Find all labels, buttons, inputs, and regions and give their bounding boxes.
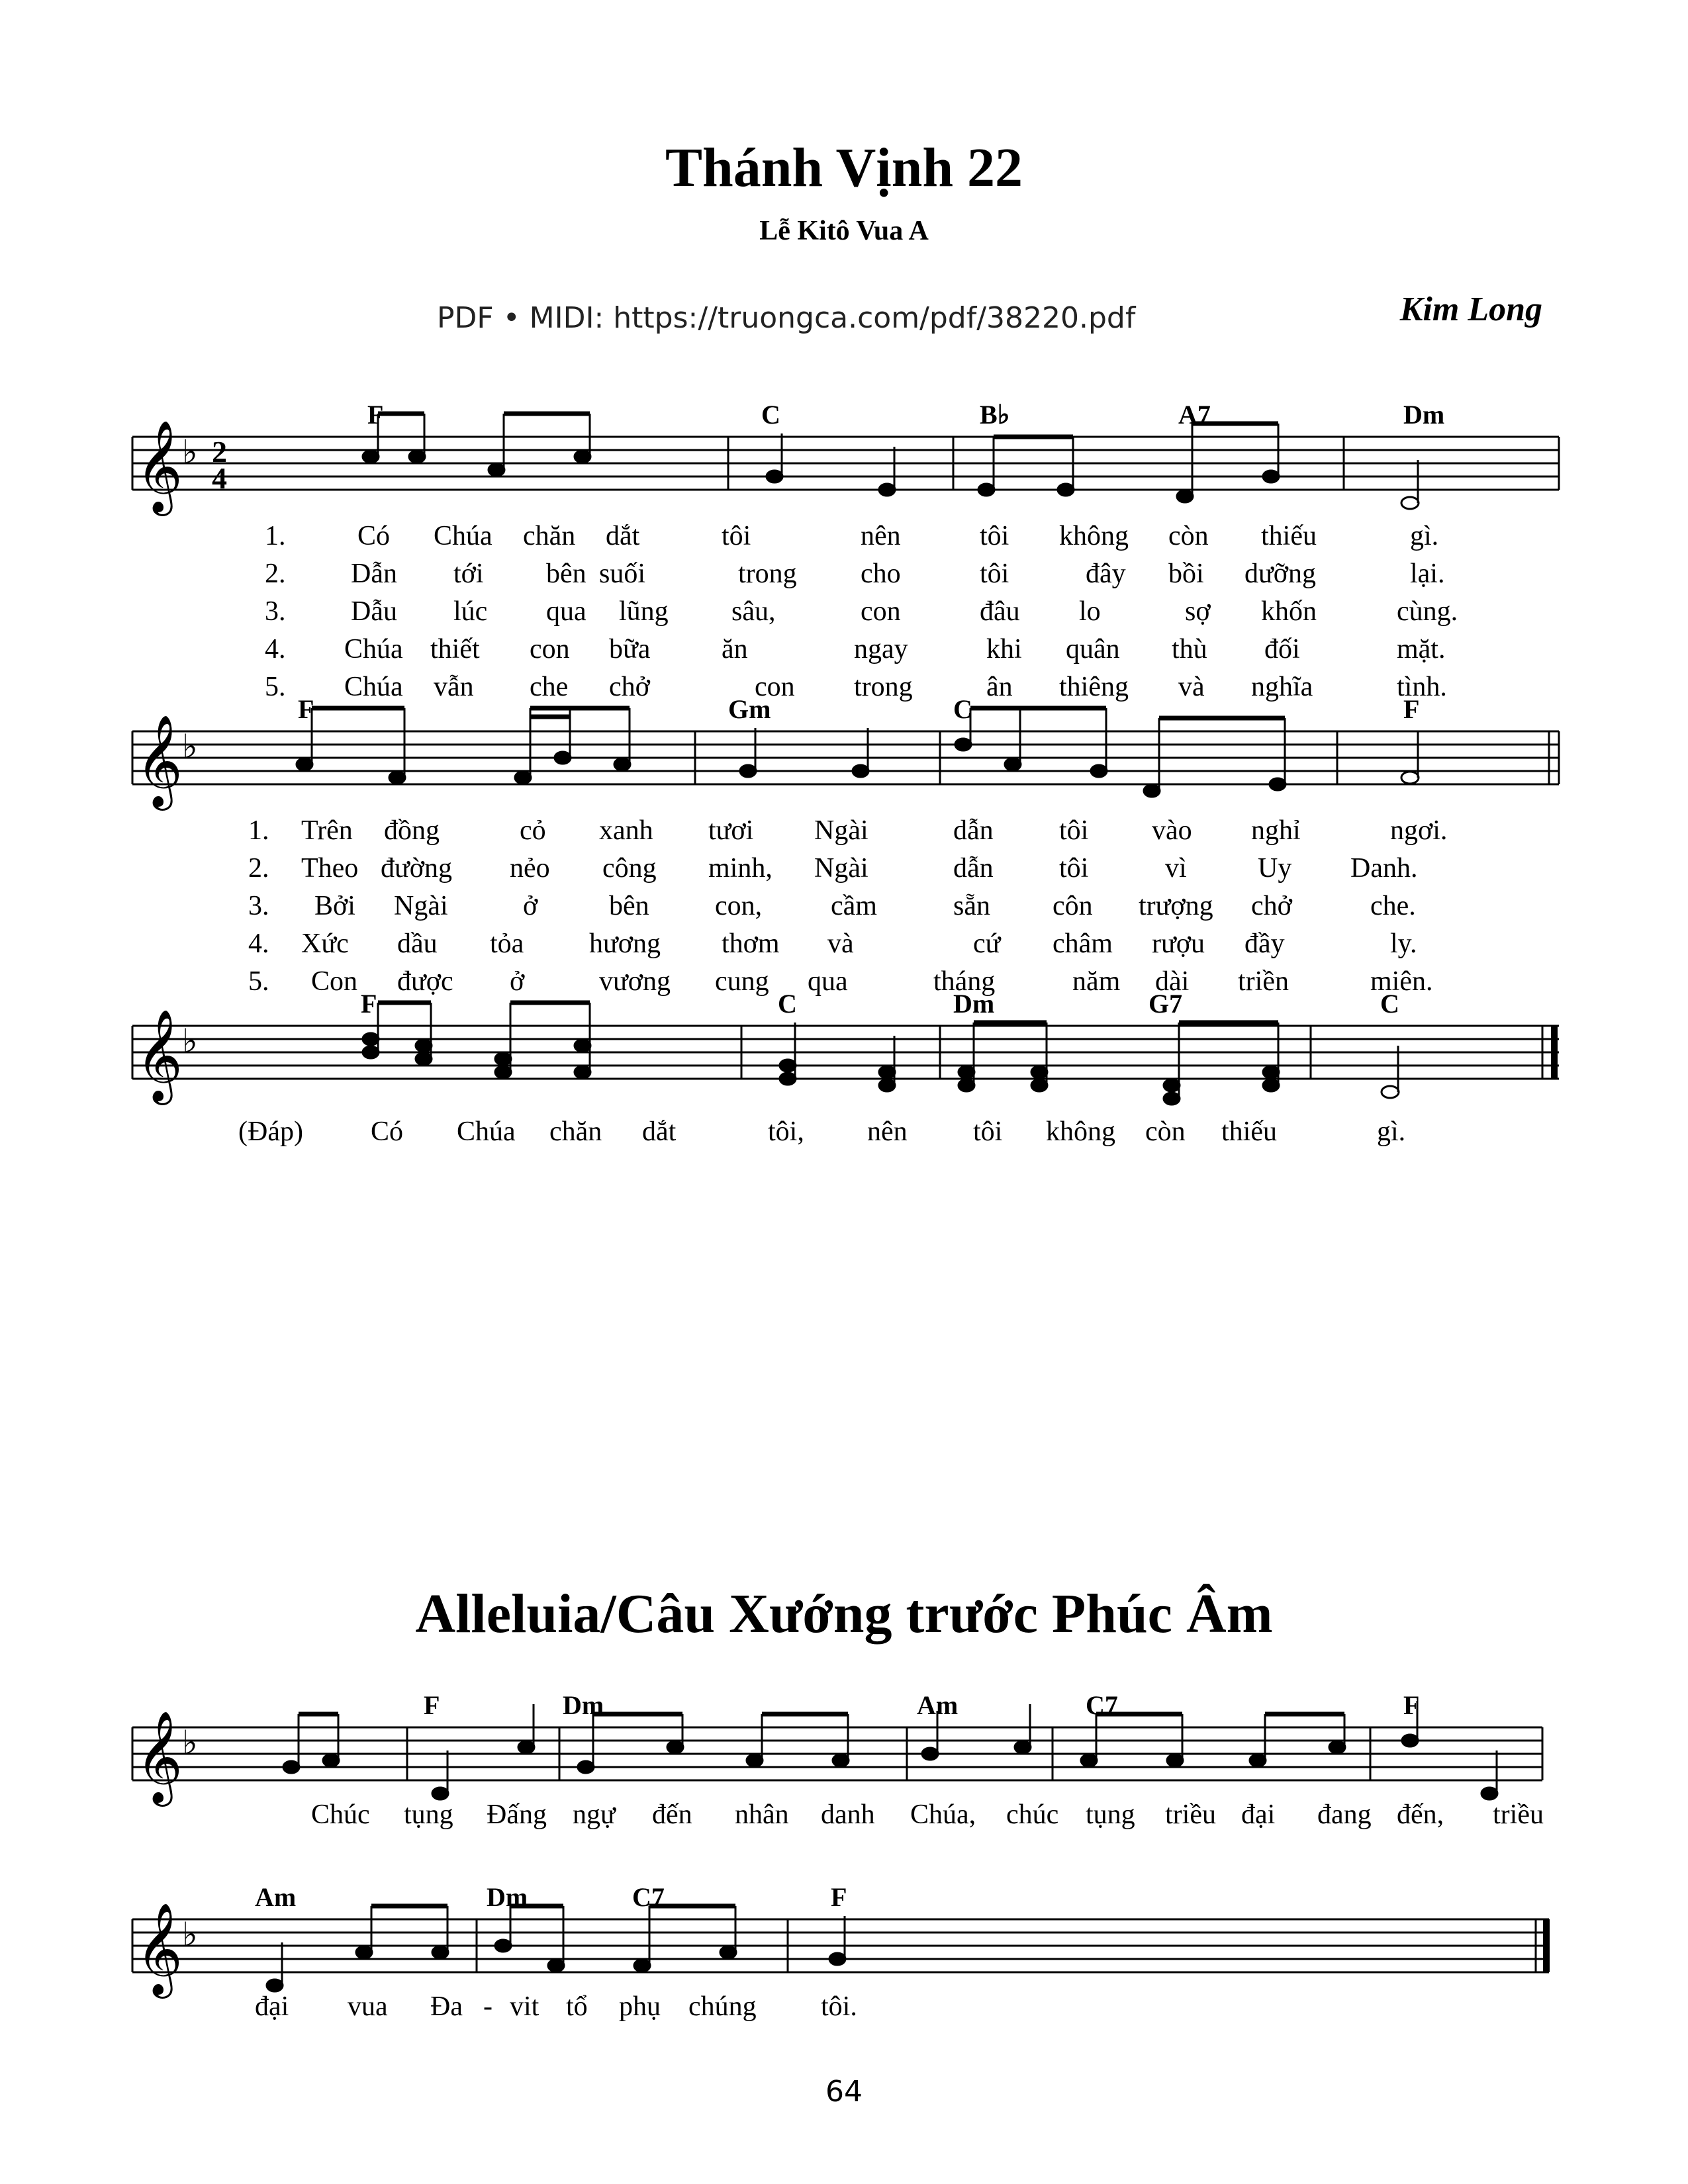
svg-text:ngự: ngự bbox=[573, 1799, 616, 1830]
staff-alleluia-line-2 bbox=[0, 1866, 1688, 2065]
svg-text:triền: triền bbox=[1238, 966, 1289, 997]
svg-text:Ngài: Ngài bbox=[394, 891, 448, 921]
staff-psalm-line-2 bbox=[0, 678, 1688, 1023]
svg-text:tôi: tôi bbox=[722, 521, 751, 551]
svg-text:vit: vit bbox=[510, 1991, 539, 2022]
svg-text:Con: Con bbox=[311, 966, 358, 997]
svg-text:cứ: cứ bbox=[973, 929, 1001, 959]
svg-text:bên: bên bbox=[609, 891, 649, 921]
svg-text:tôi: tôi bbox=[973, 1116, 1003, 1147]
page-subtitle: Lễ Kitô Vua A bbox=[759, 216, 929, 246]
svg-text:tôi: tôi bbox=[1059, 815, 1089, 846]
svg-text:đại: đại bbox=[1241, 1799, 1276, 1830]
svg-text:Trên: Trên bbox=[301, 815, 353, 846]
chord-symbol: Dm bbox=[1403, 400, 1445, 430]
svg-text:hương: hương bbox=[589, 929, 661, 959]
svg-text:đâu: đâu bbox=[980, 596, 1020, 627]
svg-text:dắt: dắt bbox=[642, 1116, 677, 1147]
svg-text:đối: đối bbox=[1264, 634, 1300, 664]
notes bbox=[363, 414, 1419, 509]
chord-symbol: G7 bbox=[1149, 989, 1183, 1019]
chord-symbol: Gm bbox=[728, 694, 771, 724]
svg-text:gì.: gì. bbox=[1377, 1116, 1406, 1147]
svg-text:vua: vua bbox=[348, 1991, 388, 2022]
svg-text:tôi: tôi bbox=[980, 559, 1009, 589]
treble-clef-icon: 𝄞 bbox=[136, 1713, 183, 1801]
svg-text:Chúc: Chúc bbox=[311, 1799, 370, 1830]
svg-text:nghĩa: nghĩa bbox=[1251, 672, 1313, 702]
svg-text:công: công bbox=[602, 853, 657, 884]
svg-text:Chúa,: Chúa, bbox=[910, 1799, 976, 1830]
svg-text:tôi,: tôi, bbox=[768, 1116, 804, 1147]
staff-refrain bbox=[0, 973, 1688, 1171]
svg-text:tôi: tôi bbox=[1059, 853, 1089, 884]
staff-psalm-line-1 bbox=[0, 384, 1688, 728]
svg-text:vương: vương bbox=[599, 966, 671, 997]
svg-text:tôi.: tôi. bbox=[821, 1991, 857, 2022]
svg-text:chở: chở bbox=[609, 672, 650, 702]
svg-text:lo: lo bbox=[1079, 596, 1101, 627]
svg-text:1.: 1. bbox=[265, 521, 286, 551]
chord-symbol: F bbox=[831, 1882, 847, 1912]
svg-text:triều: triều bbox=[1165, 1799, 1216, 1830]
treble-clef-icon: 𝄞 bbox=[136, 422, 183, 510]
svg-text:triều: triều bbox=[1493, 1799, 1544, 1830]
svg-text:dẫn: dẫn bbox=[953, 853, 994, 884]
flat-key-signature-icon: ♭ bbox=[182, 728, 198, 765]
svg-text:chúng: chúng bbox=[688, 1991, 757, 2022]
verse-2 bbox=[265, 559, 1444, 589]
svg-text:dài: dài bbox=[1155, 966, 1190, 997]
svg-text:danh: danh bbox=[821, 1799, 875, 1830]
staff-lines bbox=[132, 1727, 1542, 1780]
treble-clef-icon: 𝄞 bbox=[136, 1011, 183, 1099]
svg-text:Có: Có bbox=[357, 521, 391, 551]
svg-text:tỏa: tỏa bbox=[490, 929, 524, 959]
svg-text:cho: cho bbox=[861, 559, 901, 589]
svg-text:năm: năm bbox=[1072, 966, 1121, 997]
svg-text:nên: nên bbox=[861, 521, 901, 551]
svg-text:Uy: Uy bbox=[1258, 853, 1292, 884]
svg-text:che: che bbox=[530, 672, 569, 702]
svg-text:Dẫu: Dẫu bbox=[351, 596, 397, 627]
source-link[interactable]: PDF • MIDI: https://truongca.com/pdf/38220.pdf bbox=[437, 301, 1136, 335]
staff-lines bbox=[132, 437, 1559, 490]
svg-text:còn: còn bbox=[1145, 1116, 1186, 1147]
staff-lines bbox=[132, 731, 1559, 784]
svg-text:cầm: cầm bbox=[831, 891, 877, 921]
svg-text:và: và bbox=[1178, 672, 1205, 702]
svg-text:4.: 4. bbox=[248, 929, 269, 959]
svg-text:Chúa: Chúa bbox=[344, 672, 403, 702]
svg-text:thiếu: thiếu bbox=[1221, 1116, 1277, 1147]
svg-text:sâu,: sâu, bbox=[731, 596, 776, 627]
lyrics-verses bbox=[248, 815, 1447, 997]
svg-text:tới: tới bbox=[453, 559, 484, 589]
notes bbox=[363, 1003, 1399, 1105]
chord-symbol: Am bbox=[255, 1882, 297, 1912]
svg-text:chở: chở bbox=[1251, 891, 1292, 921]
svg-text:gì.: gì. bbox=[1410, 521, 1439, 551]
flat-key-signature-icon: ♭ bbox=[182, 1916, 198, 1953]
svg-text:trong: trong bbox=[854, 672, 913, 702]
chord-symbol: B♭ bbox=[980, 400, 1010, 430]
svg-text:Chúa: Chúa bbox=[344, 634, 403, 664]
svg-text:lúc: lúc bbox=[453, 596, 488, 627]
svg-text:con: con bbox=[530, 634, 570, 664]
svg-text:dầu: dầu bbox=[397, 929, 438, 959]
svg-text:thiếu: thiếu bbox=[1261, 521, 1317, 551]
svg-text:Đa: Đa bbox=[430, 1991, 463, 2022]
svg-text:ân: ân bbox=[986, 672, 1013, 702]
verse-2 bbox=[248, 853, 1417, 884]
verse-3 bbox=[248, 891, 1416, 921]
svg-text:ăn: ăn bbox=[722, 634, 748, 664]
svg-text:miên.: miên. bbox=[1370, 966, 1433, 997]
chord-symbol: F bbox=[1403, 694, 1420, 724]
svg-text:2.: 2. bbox=[265, 559, 286, 589]
verse-3 bbox=[265, 596, 1458, 627]
svg-text:con,: con, bbox=[715, 891, 763, 921]
section-title: Alleluia/Câu Xướng trước Phúc Âm bbox=[415, 1583, 1273, 1645]
svg-text:che.: che. bbox=[1370, 891, 1416, 921]
svg-text:đồng: đồng bbox=[384, 815, 440, 846]
verse-1 bbox=[265, 521, 1438, 551]
svg-text:dưỡng: dưỡng bbox=[1244, 559, 1316, 589]
svg-text:không: không bbox=[1059, 521, 1129, 551]
lyrics-refrain bbox=[238, 1116, 1405, 1147]
lyrics-alleluia-1 bbox=[311, 1799, 1544, 1830]
svg-text:Bởi: Bởi bbox=[314, 891, 355, 921]
svg-text:nghỉ: nghỉ bbox=[1251, 815, 1301, 846]
svg-text:côn: côn bbox=[1053, 891, 1093, 921]
svg-text:đại: đại bbox=[255, 1991, 289, 2022]
svg-text:chăn: chăn bbox=[549, 1116, 602, 1147]
composer-name: Kim Long bbox=[1399, 291, 1542, 328]
staff-lines bbox=[132, 1026, 1559, 1079]
flat-key-signature-icon: ♭ bbox=[182, 1023, 198, 1060]
svg-text:đến: đến bbox=[652, 1799, 692, 1830]
svg-text:đầy: đầy bbox=[1244, 929, 1285, 959]
svg-text:mặt.: mặt. bbox=[1397, 634, 1446, 664]
lyrics-alleluia-2 bbox=[255, 1991, 857, 2022]
svg-text:ly.: ly. bbox=[1390, 929, 1417, 959]
svg-text:châm: châm bbox=[1053, 929, 1113, 959]
chord-symbol: F bbox=[1403, 1690, 1420, 1720]
svg-text:chúc: chúc bbox=[1006, 1799, 1059, 1830]
verse-1 bbox=[248, 815, 1447, 846]
svg-text:con: con bbox=[755, 672, 795, 702]
page-title: Thánh Vịnh 22 bbox=[665, 137, 1023, 199]
svg-text:con: con bbox=[861, 596, 901, 627]
svg-text:5.: 5. bbox=[265, 672, 286, 702]
svg-text:trong: trong bbox=[738, 559, 797, 589]
notes bbox=[283, 1701, 1497, 1799]
svg-text:tôi: tôi bbox=[980, 521, 1009, 551]
chord-symbol: A7 bbox=[1178, 400, 1211, 430]
chord-symbol: C bbox=[761, 400, 780, 430]
svg-text:3.: 3. bbox=[248, 891, 269, 921]
chord-symbol: Dm bbox=[953, 989, 995, 1019]
svg-text:4.: 4. bbox=[265, 634, 286, 664]
time-signature: 2 bbox=[212, 435, 227, 469]
treble-clef-icon: 𝄞 bbox=[136, 1905, 183, 1993]
svg-text:(Đáp): (Đáp) bbox=[238, 1116, 303, 1147]
svg-text:Ngài: Ngài bbox=[814, 853, 868, 884]
chord-symbol: Am bbox=[917, 1690, 959, 1720]
svg-text:ngay: ngay bbox=[854, 634, 908, 664]
svg-text:Theo: Theo bbox=[301, 853, 359, 884]
svg-text:ở: ở bbox=[510, 966, 525, 997]
svg-text:lũng: lũng bbox=[619, 596, 669, 627]
svg-text:thiêng: thiêng bbox=[1059, 672, 1129, 702]
verse-4 bbox=[248, 929, 1417, 959]
svg-text:đây: đây bbox=[1086, 559, 1126, 589]
svg-text:tình.: tình. bbox=[1397, 672, 1447, 702]
lyrics-verses bbox=[265, 521, 1458, 702]
svg-text:2.: 2. bbox=[248, 853, 269, 884]
svg-text:bữa: bữa bbox=[609, 634, 651, 664]
svg-text:5.: 5. bbox=[248, 966, 269, 997]
svg-text:tụng: tụng bbox=[1086, 1799, 1135, 1830]
svg-text:còn: còn bbox=[1168, 521, 1209, 551]
svg-text:cung: cung bbox=[715, 966, 769, 997]
svg-text:Đấng: Đấng bbox=[487, 1799, 547, 1830]
flat-key-signature-icon: ♭ bbox=[182, 433, 198, 471]
svg-text:dẫn: dẫn bbox=[953, 815, 994, 846]
page-number: 64 bbox=[825, 2075, 863, 2109]
svg-text:3.: 3. bbox=[265, 596, 286, 627]
svg-text:vào: vào bbox=[1152, 815, 1192, 846]
svg-text:1.: 1. bbox=[248, 815, 269, 846]
svg-text:lại.: lại. bbox=[1410, 559, 1445, 589]
svg-text:tụng: tụng bbox=[404, 1799, 453, 1830]
svg-text:đường: đường bbox=[381, 853, 452, 884]
chord-symbol: C7 bbox=[1086, 1690, 1118, 1720]
svg-text:cỏ: cỏ bbox=[520, 815, 546, 846]
svg-text:Chúa: Chúa bbox=[434, 521, 492, 551]
svg-text:thơm: thơm bbox=[722, 929, 780, 959]
svg-text:đến,: đến, bbox=[1397, 1799, 1444, 1830]
flat-key-signature-icon: ♭ bbox=[182, 1724, 198, 1761]
svg-text:bồi: bồi bbox=[1168, 559, 1204, 589]
svg-text:sợ: sợ bbox=[1185, 596, 1211, 627]
chord-symbol: C bbox=[778, 989, 797, 1019]
svg-text:không: không bbox=[1046, 1116, 1115, 1147]
svg-text:xanh: xanh bbox=[599, 815, 653, 846]
svg-text:phụ: phụ bbox=[619, 1991, 661, 2022]
svg-text:vẫn: vẫn bbox=[434, 672, 474, 702]
treble-clef-icon: 𝄞 bbox=[136, 717, 183, 805]
svg-text:đang: đang bbox=[1317, 1799, 1372, 1830]
chord-symbol: F bbox=[361, 989, 377, 1019]
svg-text:nên: nên bbox=[867, 1116, 908, 1147]
chord-symbol: Dm bbox=[487, 1882, 528, 1912]
svg-text:thù: thù bbox=[1172, 634, 1207, 664]
svg-text:ngơi.: ngơi. bbox=[1390, 815, 1448, 846]
svg-text:tổ: tổ bbox=[566, 1991, 588, 2022]
svg-text:sẵn: sẵn bbox=[953, 891, 990, 921]
svg-text:minh,: minh, bbox=[708, 853, 773, 884]
svg-text:nẻo: nẻo bbox=[510, 853, 550, 884]
svg-text:cùng.: cùng. bbox=[1397, 596, 1458, 627]
svg-text:Có: Có bbox=[371, 1116, 404, 1147]
svg-text:tháng: tháng bbox=[933, 966, 996, 997]
svg-text:dắt: dắt bbox=[606, 521, 640, 551]
svg-text:ở: ở bbox=[523, 891, 538, 921]
svg-text:Ngài: Ngài bbox=[814, 815, 868, 846]
svg-text:rượu: rượu bbox=[1152, 929, 1205, 959]
svg-text:Danh.: Danh. bbox=[1350, 853, 1418, 884]
svg-text:quân: quân bbox=[1066, 634, 1120, 664]
svg-text:4: 4 bbox=[212, 461, 227, 495]
svg-text:và: và bbox=[827, 929, 854, 959]
svg-text:qua: qua bbox=[546, 596, 586, 627]
svg-text:-: - bbox=[483, 1991, 492, 2022]
chord-symbol: Dm bbox=[563, 1690, 604, 1720]
chord-symbol: F bbox=[424, 1690, 440, 1720]
svg-text:nhân: nhân bbox=[735, 1799, 789, 1830]
chord-symbol: C bbox=[953, 694, 972, 724]
svg-text:suối: suối bbox=[599, 559, 646, 589]
chord-symbol: F bbox=[367, 400, 384, 430]
svg-text:được: được bbox=[397, 966, 453, 997]
chord-symbol: C bbox=[1380, 989, 1399, 1019]
svg-text:thiết: thiết bbox=[430, 634, 480, 664]
staff-alleluia-line-1 bbox=[0, 1674, 1688, 1873]
svg-text:Xức: Xức bbox=[301, 929, 349, 959]
svg-text:khốn: khốn bbox=[1261, 596, 1317, 627]
svg-text:vì: vì bbox=[1165, 853, 1187, 884]
svg-text:tươi: tươi bbox=[708, 815, 754, 846]
svg-text:khi: khi bbox=[986, 634, 1022, 664]
svg-text:Dẫn: Dẫn bbox=[351, 559, 397, 589]
chord-symbol: F bbox=[298, 694, 314, 724]
svg-text:bên: bên bbox=[546, 559, 586, 589]
chord-symbol: C7 bbox=[632, 1882, 665, 1912]
svg-text:trượng: trượng bbox=[1139, 891, 1213, 921]
svg-text:chăn: chăn bbox=[523, 521, 576, 551]
svg-text:Chúa: Chúa bbox=[457, 1116, 516, 1147]
svg-text:qua: qua bbox=[808, 966, 848, 997]
verse-4 bbox=[265, 634, 1445, 664]
